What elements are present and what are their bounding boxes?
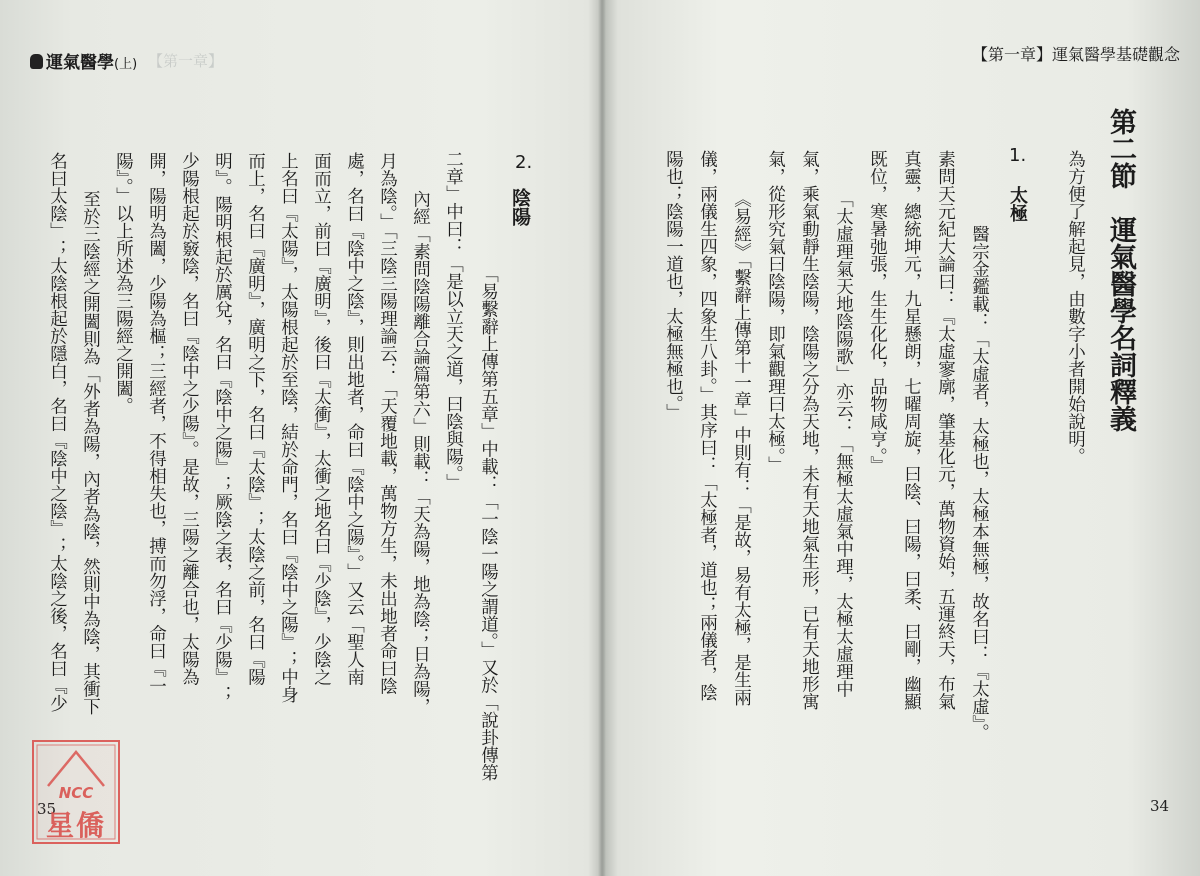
book-title: 運氣醫學 bbox=[46, 53, 114, 73]
left-column-10: 少陽根起於竅陰，名曰『陰中之少陽』。是故，三陽之離合也，太陽為 bbox=[179, 152, 200, 686]
left-column-14: 名曰太陰」；太陰根起於隱白，名曰『陰中之陰』；太陰之後，名曰『少 bbox=[47, 152, 68, 712]
right-column-1: 醫宗金鑑載：「太虛者，太極也，太極本無極，故名曰：『太虛』。 bbox=[969, 225, 990, 742]
left-column-11: 開，陽明為闔，少陽為樞；三經者，不得相失也，搏而勿浮，命曰『一 bbox=[146, 152, 167, 695]
right-page bbox=[604, 0, 1200, 876]
item-title: 太極 bbox=[1007, 186, 1028, 222]
left-column-9: 明』。陽明根起於厲兌，名曰『陰中之陽』；厥陰之表，名曰『少陽』； bbox=[212, 152, 233, 704]
left-column-5: 處，名曰『陰中之陰』，則出地者，命曰『陰中之陽』。」又云「聖人南 bbox=[344, 152, 365, 686]
stamp-bottom-text: 星僑 bbox=[45, 809, 106, 842]
ghost-header: 【第一章】 bbox=[148, 52, 224, 70]
book-volume: (上) bbox=[114, 57, 138, 72]
right-column-8: 《易經》「繫辭上傳第十一章」中則有：「是故，易有太極，是生兩 bbox=[731, 190, 752, 707]
book-logo-icon bbox=[30, 54, 43, 69]
left-column-3: 內經「素問陰陽離合論篇第六」則載：「天為陽，地為陰；日為陽， bbox=[410, 190, 431, 715]
right-column-2: 素問天元紀大論曰：『太虛寥廓，肇基化元，萬物資始，五運終天，布氣 bbox=[935, 150, 956, 710]
ncc-watermark-stamp bbox=[30, 738, 122, 846]
left-running-header bbox=[30, 48, 137, 73]
stamp-top-text: NCC bbox=[58, 784, 94, 802]
section-number: 2. bbox=[515, 152, 533, 173]
left-column-1: 「易繫辭上傳第五章」中載：「一陰一陽之謂道。」又於「說卦傳第 bbox=[478, 265, 499, 782]
right-column-10: 陽也；陰陽一道也，太極無極也。」 bbox=[663, 150, 684, 422]
section-title: 陰陽 bbox=[509, 188, 531, 226]
left-column-13: 至於三陰經之開闔則為「外者為陽，內者為陰，然則中為陰，其衝下 bbox=[80, 190, 101, 715]
left-column-8: 而上，名曰『廣明』，廣明之下，名曰『太陰』；太陰之前，名曰『陽 bbox=[245, 152, 266, 686]
right-column-9: 儀，兩儀生四象，四象生八卦。」其序曰：「太極者，道也；兩儀者，陰 bbox=[697, 150, 718, 702]
section-heading: 第二節 運氣醫學名詞釋義 bbox=[1105, 108, 1136, 432]
left-column-2: 二章」中曰：「是以立天之道，曰陰與陽。」 bbox=[443, 150, 464, 492]
left-column-6: 面而立，前曰『廣明』，後曰『太衝』，太衝之地名曰『少陰』，少陰之 bbox=[311, 152, 332, 686]
right-column-4: 既位，寒暑弛張，生生化化，品物咸亨。』 bbox=[867, 150, 888, 474]
right-column-3: 真靈，總統坤元，九星懸朗，七曜周旋，曰陰、曰陽，曰柔、曰剛，幽顯 bbox=[901, 150, 922, 710]
right-running-header: 【第一章】運氣醫學基礎觀念 bbox=[972, 45, 1181, 64]
item-number: 1. bbox=[1009, 145, 1027, 166]
right-page-number: 34 bbox=[1150, 797, 1170, 815]
left-column-4: 月為陰。」「三陰三陽理論云：「天覆地載，萬物方生，未出地者命曰陰 bbox=[377, 152, 398, 695]
right-column-6: 氣，乘氣動靜生陰陽，陰陽之分為天地，未有天地氣生形，已有天地形寓 bbox=[799, 150, 820, 710]
right-column-7: 氣，從形究氣曰陰陽，即氣觀理曰太極。」 bbox=[765, 150, 786, 474]
left-column-12: 陽』。」以上所述為三陽經之開闔。 bbox=[113, 152, 134, 415]
left-column-7: 上名曰『太陽』，太陽根起於至陰，結於命門，名曰『陰中之陽』；中身 bbox=[278, 152, 299, 704]
intro-column: 為方便了解起見，由數字小者開始說明。 bbox=[1065, 150, 1086, 465]
right-column-5: 「太虛理氣天地陰陽歌」亦云：「無極太虛氣中理，太極太虛理中 bbox=[833, 190, 854, 698]
